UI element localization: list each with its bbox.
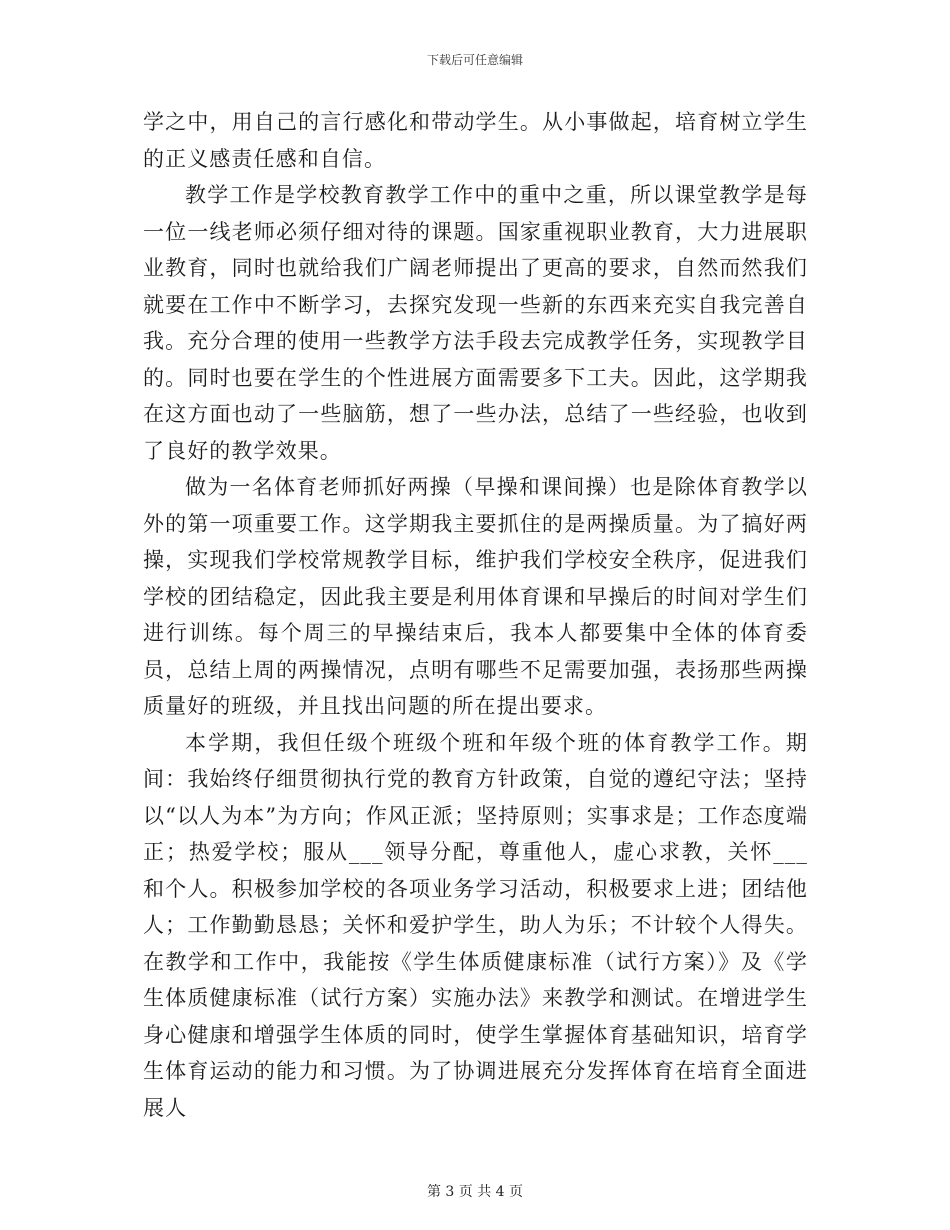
document-body xyxy=(143,104,808,1126)
paragraph-4: 本学期，我但任级个班级个班和年级个班的体育教学工作。期间：我始终仔细贯彻执行党的教育方针政策，自觉的遵纪守法；坚持以“以人为本”为方向；作风正派；坚持原则；实事求是；工作态度端正；热爱学校；服从___领导分配，尊重他人，虚心求教，关怀___和个人。积极参加学校的各项业务学习活动，积极要求上进；团结他人；工作勤勤恳恳；关怀和爱护学生，助人为乐；不计较个人得失。在教学和工作中，我能按《学生体质健康标准（试行方案）》及《学生体质健康标准（试行方案）实施办法》来教学和测试。在增进学生身心健康和增强学生体质的同时，使学生掌握体育基础知识，培育学生体育运动的能力和习惯。为了协调进展充分发挥体育在培育全面进展人 xyxy=(143,730,808,1120)
paragraph-1: 学之中，用自己的言行感化和带动学生。从小事做起，培育树立学生的正义感责任感和自信。 xyxy=(143,110,808,171)
page-footer: 第 3 页 共 4 页 xyxy=(426,1184,524,1200)
paragraph-3: 做为一名体育老师抓好两操（早操和课间操）也是除体育教学以外的第一项重要工作。这学期我主要抓住的是两操质量。为了搞好两操，实现我们学校常规教学目标，维护我们学校安全秩序，促进我们学校的团结稳定，因此我主要是利用体育课和早操后的时间对学生们进行训练。每个周三的早操结束后，我本人都要集中全体的体育委员，总结上周的两操情况，点明有哪些不足需要加强，表扬那些两操质量好的班级，并且找出问题的所在提出要求。 xyxy=(143,475,808,718)
paragraph-2: 教学工作是学校教育教学工作中的重中之重，所以课堂教学是每一位一线老师必须仔细对待的课题。国家重视职业教育，大力进展职业教育，同时也就给我们广阔老师提出了更高的要求，自然而然我们就要在工作中不断学习，去探究发现一些新的东西来充实自我完善自我。充分合理的使用一些教学方法手段去完成教学任务，实现教学目的。同时也要在学生的个性进展方面需要多下工夫。因此，这学期我在这方面也动了一些脑筋，想了一些办法，总结了一些经验，也收到了良好的教学效果。 xyxy=(143,183,808,463)
page-header: 下载后可任意编辑 xyxy=(426,53,523,67)
